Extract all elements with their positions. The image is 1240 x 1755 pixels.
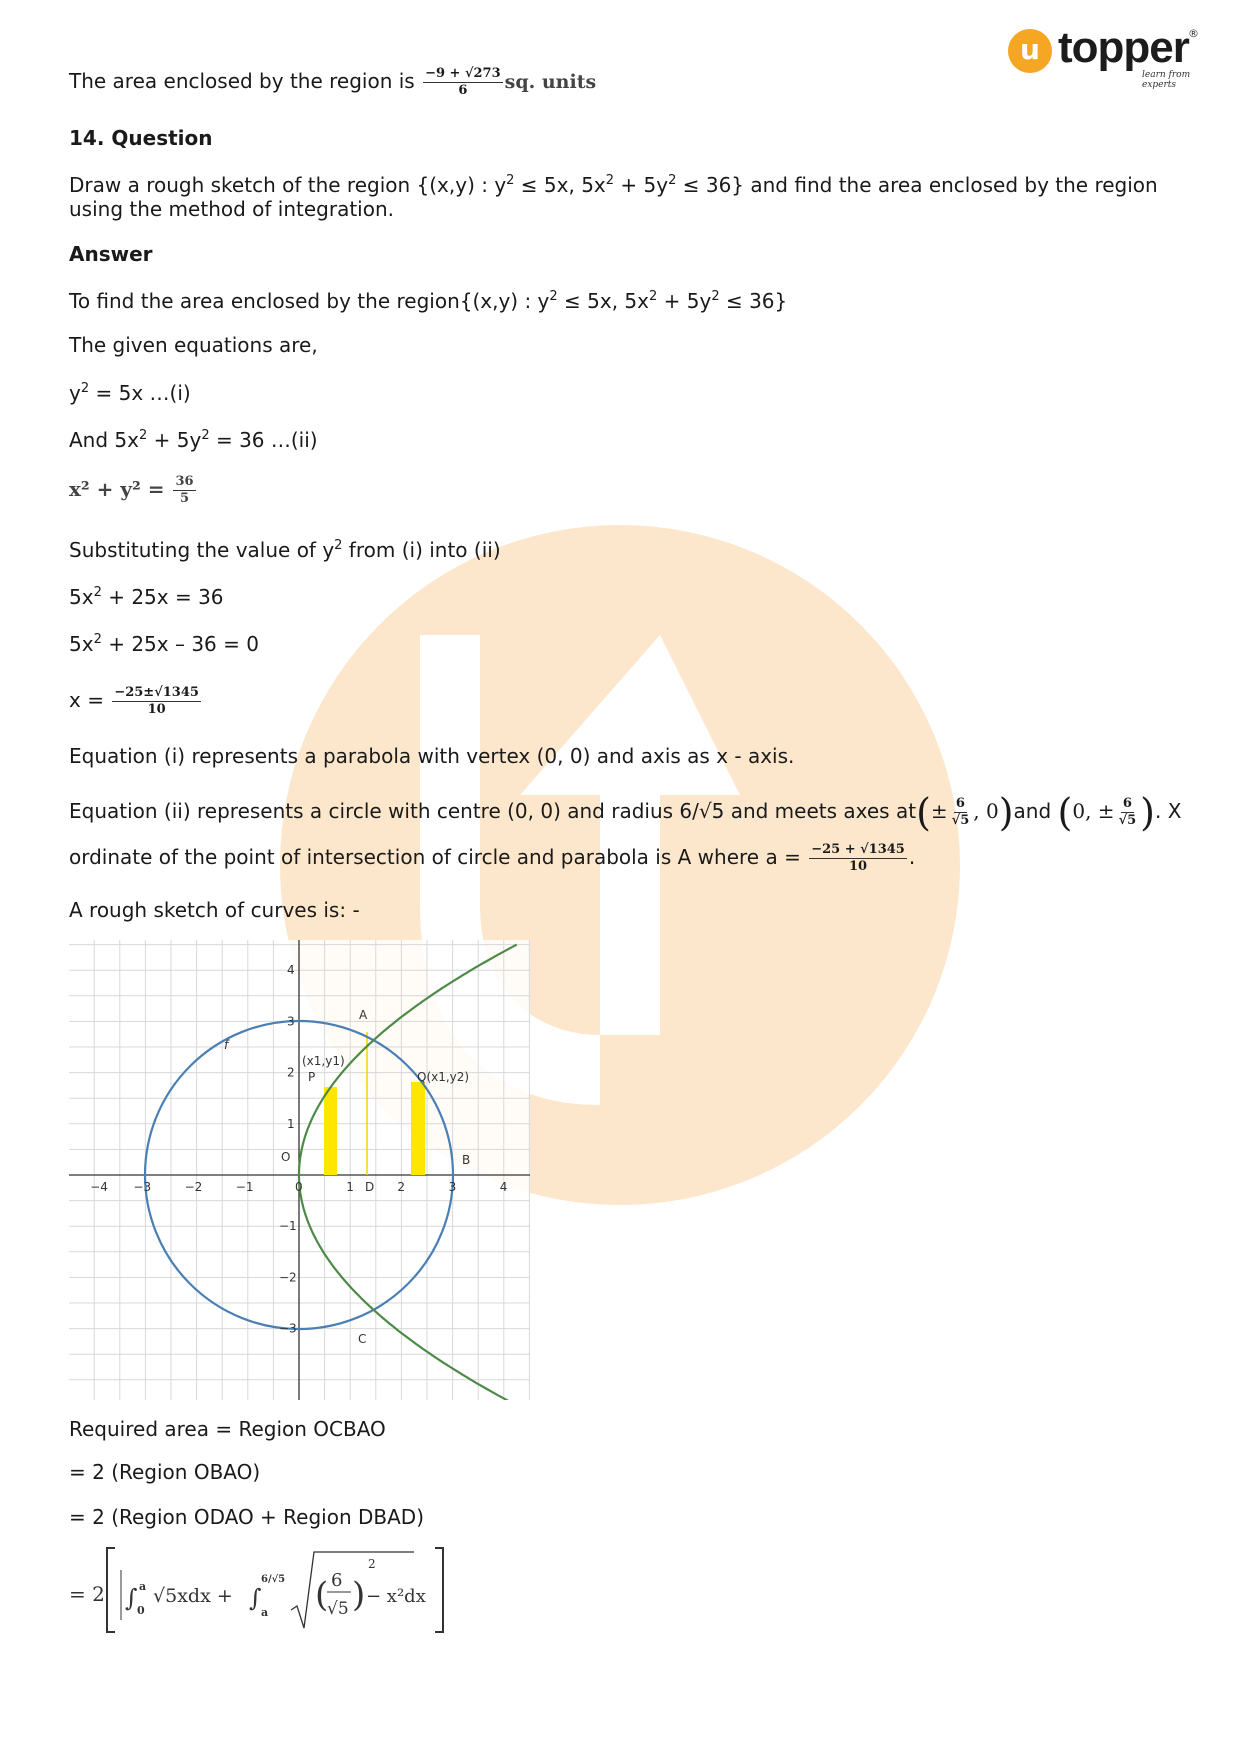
strip-q: [411, 1082, 425, 1175]
svg-text:= 2: = 2: [69, 1582, 105, 1606]
y-tick-label: 2: [287, 1065, 295, 1080]
x-tick-label: −4: [90, 1180, 108, 1194]
units-text: sq. units: [504, 71, 597, 93]
label-o: O: [281, 1150, 291, 1164]
sketch-graph: [69, 940, 530, 1400]
find-area-text: To find the area enclosed by the region{(x,y) : $y^2 \le 5x$, $5x^2 + 5y^2 \le 36$}: [69, 289, 788, 313]
label-p: P: [308, 1070, 316, 1084]
x-tick-label: 2: [397, 1180, 406, 1194]
svg-text:): ): [352, 1575, 366, 1615]
label-d: D: [365, 1180, 375, 1194]
y-tick-label: −1: [279, 1219, 297, 1234]
required-area-1: Required area = Region OCBAO: [69, 1417, 386, 1441]
logo-wordmark: topper: [1058, 23, 1189, 72]
x-tick-label: 1: [346, 1180, 354, 1194]
equation-4: $5x^2 + 25x = 36$: [69, 585, 224, 609]
svg-text:√5: √5: [327, 1599, 349, 1619]
svg-text:− x²dx: − x²dx: [366, 1586, 426, 1607]
question-text-cont: using the method of integration.: [69, 197, 395, 221]
logo-mark-icon: u: [1008, 29, 1052, 73]
svg-text:6: 6: [331, 1570, 343, 1591]
y-tick-label: 1: [287, 1116, 295, 1131]
equation-6: x = $\frac{-25\pm√1345}{10}$: [69, 685, 199, 717]
x-tick-label: 3: [448, 1180, 457, 1194]
question-heading: 14. Question: [69, 126, 213, 150]
answer-heading: Answer: [69, 242, 153, 266]
previous-area-text: The area enclosed by the region is: [69, 69, 422, 93]
substitution-text: Substituting the value of $y^2$ from (i) into (ii): [69, 538, 501, 562]
x-tick-label: −3: [133, 1180, 152, 1194]
svg-text:a: a: [261, 1606, 269, 1619]
svg-text:(: (: [315, 1575, 329, 1615]
strip-p: [324, 1087, 337, 1175]
y-tick-label: −3: [279, 1321, 297, 1336]
svg-text:∫: ∫: [249, 1584, 262, 1612]
previous-area-line: [69, 66, 596, 99]
equation-2: And $5x^2 + 5y^2 = 36$ …(ii): [69, 428, 318, 452]
equation-3: x² + y² = $\frac{36}{5}$: [69, 474, 194, 506]
y-tick-label: −2: [279, 1270, 297, 1285]
label-b: B: [462, 1153, 471, 1167]
y-tick-label: 3: [287, 1014, 295, 1029]
x-tick-label: −1: [235, 1180, 254, 1194]
registered-mark: ®: [1188, 27, 1199, 40]
parabola-text: Equation (i) represents a parabola with vertex (0, 0) and axis as x - axis.: [69, 744, 795, 768]
equation-5: $5x^2 + 25x - 36 = 0$: [69, 632, 259, 656]
label-f: f: [224, 1038, 229, 1052]
previous-area-fraction: $\frac{-9 + √273}{6}$: [425, 66, 501, 98]
x-tick-label: −2: [184, 1180, 203, 1194]
svg-text:0: 0: [137, 1604, 145, 1617]
x-tick-label: 0: [295, 1180, 303, 1194]
label-c: C: [358, 1332, 367, 1346]
required-area-2: = 2 (Region OBAO): [69, 1460, 261, 1484]
circle-text: Equation (ii) represents a circle with centre (0, 0) and radius 6/√5 and meets axes at(± $\frac{6}{√5}$ , 0)and (0, ± $\frac{6}{√5}$ ). X: [69, 790, 1182, 835]
equation-1: $y^2 = 5x$ …(i): [69, 381, 191, 405]
x-tick-label: 4: [499, 1180, 508, 1194]
svg-text:∫: ∫: [125, 1584, 138, 1612]
label-a: A: [359, 1008, 368, 1022]
sketch-caption: A rough sketch of curves is: -: [69, 898, 360, 922]
y-tick-label: 4: [287, 963, 295, 978]
svg-text:√5xdx +: √5xdx +: [153, 1585, 233, 1607]
svg-text:6/√5: 6/√5: [261, 1574, 286, 1585]
svg-text:2: 2: [368, 1557, 376, 1571]
logo-tagline: learn from experts: [1142, 70, 1191, 90]
topper-logo[interactable]: [1008, 23, 1203, 90]
given-equations-text: The given equations are,: [69, 333, 318, 357]
label-p-coord: (x1,y1): [302, 1054, 345, 1068]
final-integral: [69, 1540, 469, 1640]
required-area-3: = 2 (Region ODAO + Region DBAD): [69, 1505, 424, 1529]
question-text: Draw a rough sketch of the region {(x,y) : $y^2 \le 5x$, $5x^2 + 5y^2 \le 36$} and find the area enclosed by the region: [69, 173, 1158, 197]
ordinate-text: ordinate of the point of intersection of circle and parabola is A where a = $\frac{-25 + √1345}{10}$ .: [69, 842, 916, 874]
svg-text:a: a: [139, 1580, 147, 1593]
label-q: Q(x1,y2): [417, 1070, 470, 1084]
